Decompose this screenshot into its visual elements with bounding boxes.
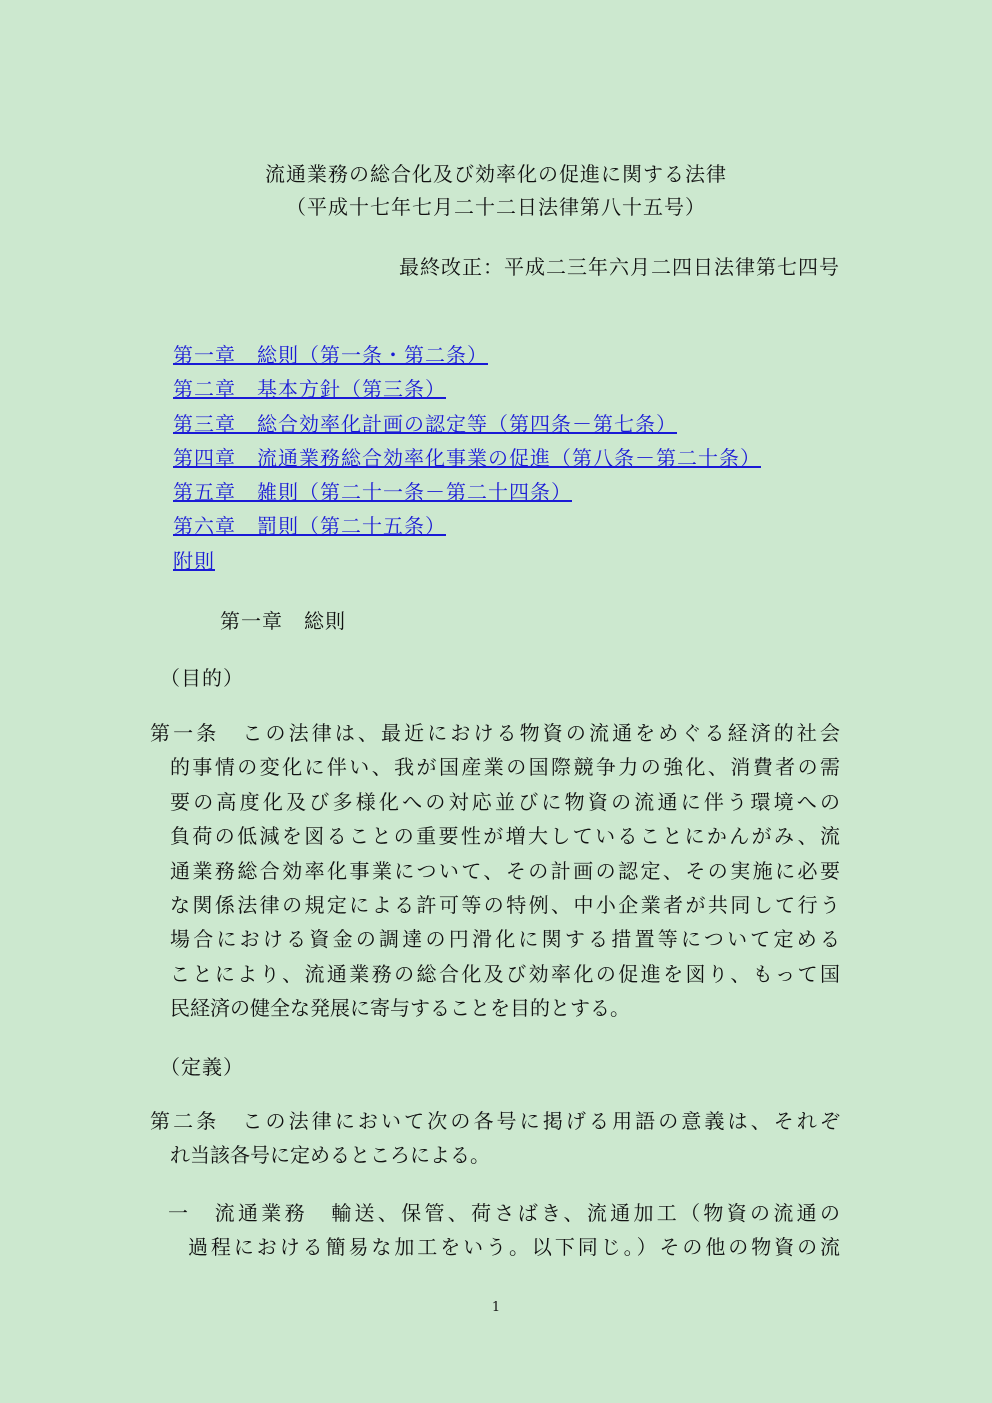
article-caption: （目的） — [160, 666, 244, 690]
article-line: 通業務総合効率化事業について、その計画の認定、その実施に必要 — [170, 858, 840, 883]
article-1 — [150, 716, 840, 1026]
toc-link-chapter-6[interactable]: 第六章 罰則（第二十五条） — [173, 514, 446, 539]
article-2 — [150, 1104, 840, 1173]
toc-link-chapter-3[interactable]: 第三章 総合効率化計画の認定等（第四条－第七条） — [173, 411, 677, 436]
article-line: れ当該各号に定めるところによる。 — [170, 1143, 490, 1168]
article-line: 要の高度化及び多様化への対応並びに物資の流通に伴う環境への — [170, 789, 840, 814]
chapter-heading: 第一章 総則 — [220, 609, 346, 633]
toc-link-chapter-5[interactable]: 第五章 雑則（第二十一条－第二十四条） — [173, 480, 572, 505]
law-title: 流通業務の総合化及び効率化の促進に関する法律 — [265, 162, 727, 186]
toc-link-chapter-2[interactable]: 第二章 基本方針（第三条） — [173, 377, 446, 402]
item-line: 一 流通業務 輸送、保管、荷さばき、流通加工（物資の流通の — [168, 1201, 840, 1225]
toc-link-supplementary[interactable]: 附則 — [173, 548, 215, 573]
last-amendment: 最終改正：平成二三年六月二四日法律第七四号 — [399, 255, 840, 279]
article-line: 的事情の変化に伴い、我が国産業の国際競争力の強化、消費者の需 — [170, 755, 840, 780]
page-number: 1 — [491, 1300, 501, 1315]
article-2-item-1 — [168, 1196, 840, 1265]
toc-link-chapter-4[interactable]: 第四章 流通業務総合効率化事業の促進（第八条－第二十条） — [173, 445, 761, 470]
article-line: な関係法律の規定による許可等の特例、中小企業者が共同して行う — [170, 892, 840, 917]
table-of-contents — [173, 342, 761, 582]
article-line: 民経済の健全な発展に寄与することを目的とする。 — [170, 996, 630, 1021]
article-line: ことにより、流通業務の総合化及び効率化の促進を図り、もって国 — [170, 961, 840, 986]
toc-link-chapter-1[interactable]: 第一章 総則（第一条・第二条） — [173, 343, 488, 367]
article-caption: （定義） — [160, 1055, 244, 1079]
article-line: 第二条 この法律において次の各号に掲げる用語の意義は、それぞ — [150, 1109, 840, 1133]
law-number: （平成十七年七月二十二日法律第八十五号） — [286, 195, 706, 219]
article-line: 負荷の低減を図ることの重要性が増大していることにかんがみ、流 — [170, 824, 840, 849]
article-line: 第一条 この法律は、最近における物資の流通をめぐる経済的社会 — [150, 721, 840, 745]
item-line: 過程における簡易な加工をいう。以下同じ。）その他の物資の流 — [188, 1235, 840, 1260]
article-line: 場合における資金の調達の円滑化に関する措置等について定める — [170, 927, 840, 952]
